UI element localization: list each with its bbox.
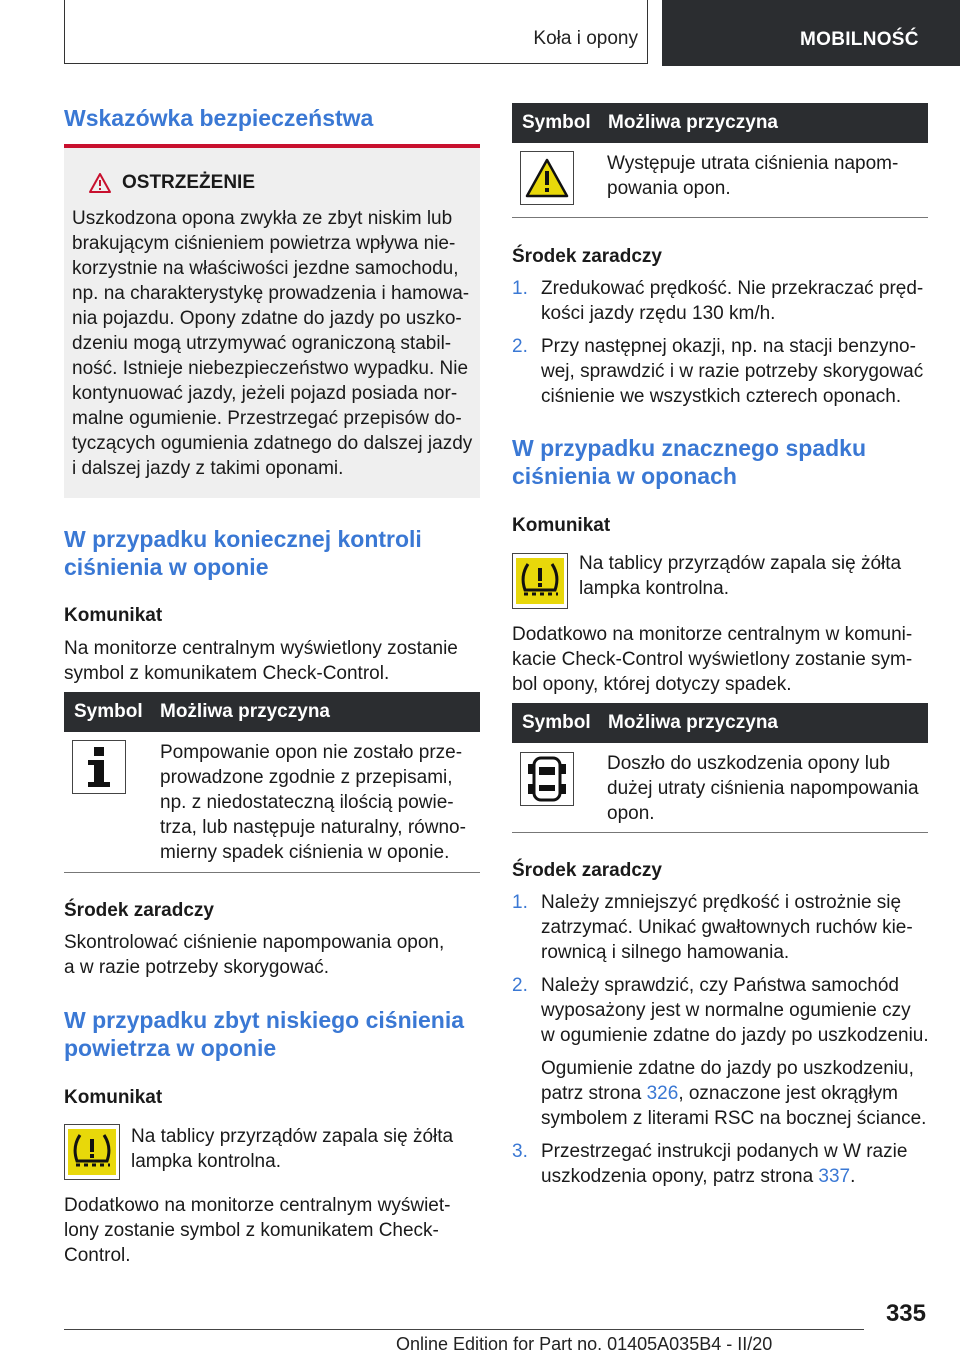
text-line: Dodatkowo na monitorze centralnym wyświet-	[64, 1195, 451, 1216]
text-line: Control.	[64, 1245, 131, 1266]
text-line: bol opony, której dotyczy spadek.	[512, 674, 792, 695]
text-line: prowadzone zgodnie z przepisami,	[160, 767, 453, 788]
text-line: opon.	[607, 803, 655, 824]
warning-line: korzystnie na właściwości jezdne samochodu,	[72, 258, 459, 279]
text-line: Należy zmniejszyć prędkość i ostrożnie się	[541, 892, 902, 913]
text-line: np. z niedostateczną ilością powie-	[160, 792, 454, 813]
step-number: 3.	[512, 1141, 528, 1162]
step-item	[512, 973, 932, 1131]
edition-footer: Online Edition for Part no. 01405A035B4 - II/20	[396, 1334, 773, 1354]
text-line: zatrzymać. Unikać gwałtownych ruchów kie-	[541, 917, 913, 938]
warning-line: nia pojazdu. Opony zdatne do jazdy po uszko-	[72, 308, 462, 329]
text-line: mierny spadek ciśnienia w oponie.	[160, 842, 450, 863]
text-line: a w razie potrzeby skorygować.	[64, 957, 330, 978]
warning-triangle-icon	[88, 172, 112, 194]
extra-info-text	[512, 622, 912, 697]
warning-line: brakującym ciśnieniem powietrza wpływa nie-	[72, 233, 456, 254]
section-heading-low-pressure	[64, 1006, 464, 1062]
warning-line: Uszkodzona opona zwykła ze zbyt niskim lub	[72, 208, 453, 229]
step-item	[512, 890, 932, 965]
heading-line: ciśnienia w oponach	[512, 463, 737, 489]
text-line: symbolem z literami RSC na bocznej ściance.	[541, 1108, 927, 1129]
step-item	[512, 334, 928, 409]
text-line: w ogumienie zdatne do jazdy po uszkodzeniu.	[541, 1025, 929, 1046]
page-link-337[interactable]: 337	[818, 1166, 851, 1187]
step-number: 2.	[512, 975, 528, 996]
text-line	[541, 1164, 932, 1189]
text-line: Pompowanie opon nie zostało prze-	[160, 742, 463, 763]
extra-info-text	[64, 1193, 451, 1268]
text-line: lony zostanie symbol z komunikatem Check-	[64, 1220, 439, 1241]
warning-line: dzeniu mogą utrzymywać ograniczoną stabil-	[72, 333, 452, 354]
warning-line: tyczących ogumienia zdatnego do dalszej jazdy	[72, 433, 473, 454]
text-line: lampka kontrolna.	[131, 1151, 281, 1172]
table-divider	[64, 872, 480, 873]
text-fragment: , oznaczone jest okrągłym	[678, 1083, 898, 1104]
col-cause: Możliwa przyczyna	[608, 712, 778, 733]
text-line: Na tablicy przyrządów zapala się żółta	[579, 553, 902, 574]
text-line: Przestrzegać instrukcji podanych w W razie	[541, 1141, 908, 1162]
text-fragment: .	[850, 1166, 856, 1187]
safety-heading: Wskazówka bezpieczeństwa	[64, 105, 374, 131]
text-line: kacie Check-Control wyświetlony zostanie sym-	[512, 649, 913, 670]
table-header	[64, 692, 480, 732]
info-icon	[72, 740, 126, 794]
text-line: Należy sprawdzić, czy Państwa samochód	[541, 975, 899, 996]
text-line: Na tablicy przyrządów zapala się żółta	[131, 1126, 454, 1147]
table-divider	[512, 217, 928, 218]
section-heading-major-loss	[512, 434, 866, 490]
message-label: Komunikat	[512, 515, 611, 536]
step-item	[512, 276, 928, 326]
header-section-title: Koła i opony	[533, 28, 638, 49]
table-divider	[512, 832, 928, 833]
col-cause: Możliwa przyczyna	[608, 112, 778, 133]
remedy-label: Środek zaradczy	[64, 900, 214, 921]
col-symbol: Symbol	[74, 701, 143, 722]
table-cause-text	[607, 151, 898, 201]
message-text	[64, 636, 458, 686]
text-fragment: uszkodzenia opony, patrz strona	[541, 1166, 819, 1187]
remedy-steps	[512, 890, 932, 1197]
warning-text	[72, 206, 480, 481]
warning-line: np. na charakterystykę prowadzenia i hamowa-	[72, 283, 470, 304]
text-line: trza, lub następuje naturalny, równo-	[160, 817, 466, 838]
warning-line: kontynuować jazdy, jeżeli pojazd posiada nor-	[72, 383, 458, 404]
step-number: 1.	[512, 892, 528, 913]
text-line	[541, 1081, 932, 1106]
lamp-text	[579, 551, 901, 601]
step-number: 1.	[512, 278, 528, 299]
remedy-text	[64, 930, 444, 980]
heading-line: W przypadku koniecznej kontroli	[64, 526, 422, 552]
warning-title-row	[88, 172, 255, 194]
text-line: lampka kontrolna.	[579, 578, 729, 599]
table-header	[512, 103, 928, 143]
warning-title: OSTRZEŻENIE	[122, 172, 256, 193]
remedy-steps	[512, 276, 928, 417]
car-tire-damage-icon	[520, 752, 574, 806]
page-number: 335	[885, 1300, 926, 1327]
heading-line: W przypadku znacznego spadku	[512, 435, 866, 461]
text-line: ciśnienie we wszystkich czterech oponach.	[541, 386, 902, 407]
heading-line: ciśnienia w oponie	[64, 554, 269, 580]
lamp-text	[131, 1124, 453, 1174]
heading-line: powietrza w oponie	[64, 1035, 277, 1061]
step-item	[512, 1139, 932, 1189]
step-number: 2.	[512, 336, 528, 357]
text-line: Skontrolować ciśnienie napompowania opon,	[64, 932, 445, 953]
table-cause-text	[607, 751, 919, 826]
tire-pressure-warning-icon	[512, 553, 568, 609]
text-line: Na monitorze centralnym wyświetlony zostanie	[64, 638, 458, 659]
header-chapter-tab: MOBILNOŚĆ	[662, 0, 960, 66]
text-line: Ogumienie zdatne do jazdy po uszkodzeniu,	[541, 1058, 914, 1079]
text-fragment: patrz strona	[541, 1083, 647, 1104]
tire-pressure-warning-icon	[64, 1124, 120, 1180]
text-line: wyposażony jest w normalne ogumienie czy	[541, 1000, 911, 1021]
warning-line: i dalszej jazdy z takimi oponami.	[72, 458, 344, 479]
section-heading-check-pressure	[64, 525, 422, 581]
warning-box	[64, 144, 480, 498]
table-cause-text	[160, 740, 480, 865]
col-symbol: Symbol	[522, 712, 591, 733]
footer-rule	[64, 1329, 864, 1330]
text-line: rownicą i silnego hamowania.	[541, 942, 790, 963]
text-line: kości jazdy rzędu 130 km/h.	[541, 303, 776, 324]
page-link-326[interactable]: 326	[646, 1083, 679, 1104]
text-line: Przy następnej okazji, np. na stacji benzyno-	[541, 336, 916, 357]
text-line: Doszło do uszkodzenia opony lub	[607, 753, 891, 774]
text-line: Występuje utrata ciśnienia napom-	[607, 153, 899, 174]
col-symbol: Symbol	[522, 112, 591, 133]
message-label: Komunikat	[64, 605, 163, 626]
message-label: Komunikat	[64, 1087, 163, 1108]
remedy-label: Środek zaradczy	[512, 246, 662, 267]
warning-triangle-symbol-icon	[520, 151, 574, 205]
table-header	[512, 703, 928, 743]
text-line: wej, sprawdzić i w razie potrzeby skorygować	[541, 361, 924, 382]
text-line: symbol z komunikatem Check-Control.	[64, 663, 390, 684]
warning-line: malne ogumienie. Przestrzegać przepisów do-	[72, 408, 462, 429]
text-line: dużej utraty ciśnienia napompowania	[607, 778, 919, 799]
remedy-label: Środek zaradczy	[512, 860, 662, 881]
text-line: powania opon.	[607, 178, 731, 199]
text-line: Dodatkowo na monitorze centralnym w komuni-	[512, 624, 913, 645]
text-line: Zredukować prędkość. Nie przekraczać pręd-	[541, 278, 924, 299]
col-cause: Możliwa przyczyna	[160, 701, 330, 722]
warning-line: ność. Istnieje niebezpieczeństwo wypadku. Nie	[72, 358, 469, 379]
heading-line: W przypadku zbyt niskiego ciśnienia	[64, 1007, 465, 1033]
